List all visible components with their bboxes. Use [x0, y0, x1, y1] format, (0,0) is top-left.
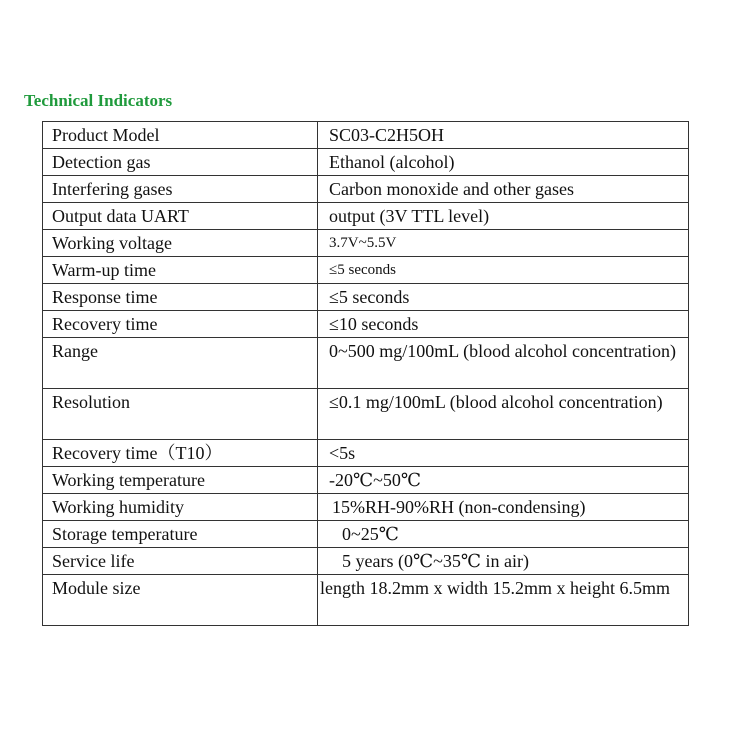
table-row [43, 467, 689, 494]
spec-value: 0~500 mg/100mL (blood alcohol concentration) [318, 338, 689, 389]
spec-value: Carbon monoxide and other gases [318, 176, 689, 203]
spec-label: Detection gas [43, 149, 318, 176]
spec-label: Working temperature [43, 467, 318, 494]
table-row [43, 440, 689, 467]
table-row [43, 521, 689, 548]
spec-label: Module size [43, 575, 318, 626]
spec-value: ≤5 seconds [318, 257, 689, 284]
table-row [43, 203, 689, 230]
table-row [43, 122, 689, 149]
table-row [43, 494, 689, 521]
table-row [43, 311, 689, 338]
spec-label: Recovery time（T10） [43, 440, 318, 467]
spec-label: Warm-up time [43, 257, 318, 284]
spec-value: <5s [318, 440, 689, 467]
spec-label: Working humidity [43, 494, 318, 521]
spec-value: output (3V TTL level) [318, 203, 689, 230]
spec-label: Resolution [43, 389, 318, 440]
table-row [43, 257, 689, 284]
spec-value: 3.7V~5.5V [318, 230, 689, 257]
spec-label: Storage temperature [43, 521, 318, 548]
spec-value: length 18.2mm x width 15.2mm x height 6.5mm [318, 575, 689, 626]
spec-label: Range [43, 338, 318, 389]
spec-label: Recovery time [43, 311, 318, 338]
spec-value: Ethanol (alcohol) [318, 149, 689, 176]
table-row [43, 338, 689, 389]
section-heading: Technical Indicators [24, 91, 173, 110]
table-row [43, 389, 689, 440]
spec-value: 5 years (0℃~35℃ in air) [318, 548, 689, 575]
spec-value: 0~25℃ [318, 521, 689, 548]
spec-label: Output data UART [43, 203, 318, 230]
spec-label: Product Model [43, 122, 318, 149]
spec-value: SC03-C2H5OH [318, 122, 689, 149]
table-row [43, 284, 689, 311]
spec-label: Working voltage [43, 230, 318, 257]
spec-table [42, 121, 689, 626]
spec-label: Service life [43, 548, 318, 575]
table-row [43, 575, 689, 626]
spec-label: Response time [43, 284, 318, 311]
spec-value: 15%RH-90%RH (non-condensing) [318, 494, 689, 521]
spec-value: ≤5 seconds [318, 284, 689, 311]
spec-value: ≤0.1 mg/100mL (blood alcohol concentration) [318, 389, 689, 440]
table-row [43, 149, 689, 176]
table-row [43, 230, 689, 257]
table-row [43, 176, 689, 203]
spec-label: Interfering gases [43, 176, 318, 203]
table-row [43, 548, 689, 575]
spec-value: -20℃~50℃ [318, 467, 689, 494]
spec-value: ≤10 seconds [318, 311, 689, 338]
